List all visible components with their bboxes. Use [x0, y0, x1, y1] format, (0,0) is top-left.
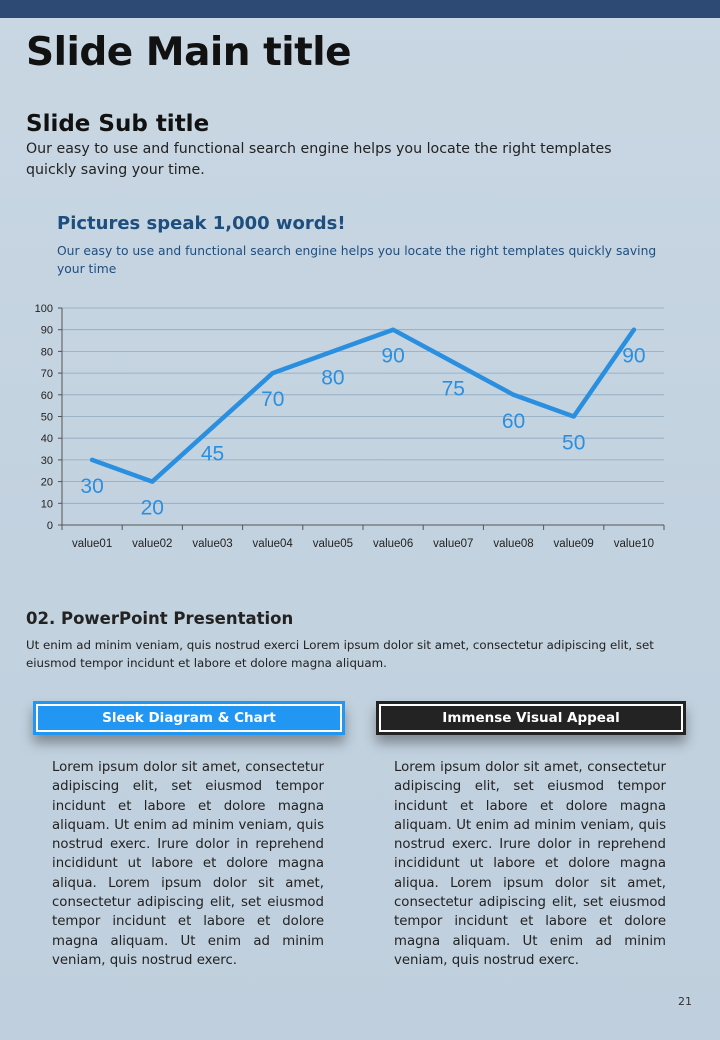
top-banner — [0, 0, 720, 18]
y-tick-label: 0 — [46, 520, 53, 532]
data-point — [90, 458, 94, 462]
x-tick-label: value10 — [613, 538, 655, 550]
data-point — [391, 328, 395, 332]
data-label: 80 — [321, 366, 345, 390]
right-column-text: Lorem ipsum dolor sit amet, consectetur adipiscing elit, set eiusmod tempor incidunt et labore et dolore magna aliquam. Ut enim ad minim veniam, quis nostrud exerc. Irure dolor in reprehend incididunt ut labore et dolore magna aliqua. Lorem ipsum dolor sit amet, consectetur adipiscing elit, set eiusmod tempor incidunt et labore et dolore magna aliquam. Ut enim ad minim veniam, quis nostrud exerc. — [394, 760, 666, 968]
series-line — [92, 330, 634, 482]
y-tick-label: 100 — [34, 303, 53, 315]
page-subtitle: Slide Sub title — [26, 111, 210, 137]
sleek-diagram-tag-label: Sleek Diagram & Chart — [36, 704, 342, 732]
chart-heading: Pictures speak 1,000 words! — [57, 213, 346, 234]
data-label: 45 — [200, 442, 225, 466]
data-label: 90 — [622, 344, 646, 368]
data-label: 60 — [501, 409, 526, 433]
x-tick-label: value06 — [372, 538, 414, 550]
x-tick-label: value03 — [192, 538, 233, 550]
x-tick-label: value08 — [493, 538, 534, 550]
x-tick-label: value01 — [71, 538, 113, 550]
x-tick-label: value04 — [252, 538, 293, 550]
visual-appeal-tag — [376, 701, 686, 735]
data-point — [451, 360, 455, 364]
visual-appeal-tag-label: Immense Visual Appeal — [379, 704, 683, 732]
data-label: 50 — [562, 431, 586, 455]
data-point — [150, 480, 154, 484]
data-label: 30 — [80, 474, 104, 498]
data-label: 70 — [261, 388, 285, 412]
y-tick-label: 60 — [40, 389, 53, 402]
sleek-diagram-tag — [33, 701, 345, 735]
y-tick-label: 40 — [40, 433, 53, 446]
y-tick-label: 70 — [40, 368, 53, 381]
y-tick-label: 30 — [40, 454, 53, 467]
page-number: 21 — [678, 995, 692, 1008]
y-tick-label: 90 — [40, 324, 53, 337]
line-chart — [0, 298, 720, 558]
data-label: 20 — [140, 496, 164, 520]
data-point — [572, 415, 576, 419]
section-heading: 02. PowerPoint Presentation — [26, 609, 294, 628]
x-tick-label: value07 — [433, 538, 474, 550]
y-tick-label: 10 — [40, 498, 53, 511]
data-point — [211, 425, 215, 429]
page-title: Slide Main title — [26, 30, 352, 75]
intro-text: Our easy to use and functional search engine helps you locate the right templates quickly saving your time. — [26, 141, 612, 178]
x-tick-label: value05 — [312, 538, 354, 550]
y-tick-label: 80 — [40, 346, 53, 359]
data-label: 90 — [381, 344, 405, 368]
data-point — [512, 393, 516, 397]
data-point — [331, 349, 335, 353]
section-text: Ut enim ad minim veniam, quis nostrud exerci Lorem ipsum dolor sit amet, consectetur adipiscing elit, set eiusmod tempor incidunt et labore et dolore magna aliquam. — [26, 638, 654, 670]
data-point — [632, 328, 636, 332]
chart-description: Our easy to use and functional search engine helps you locate the right templates quickly saving your time — [57, 244, 657, 276]
x-tick-label: value02 — [132, 538, 173, 550]
x-tick-label: value09 — [553, 538, 594, 550]
data-label: 75 — [441, 377, 465, 401]
y-tick-label: 50 — [40, 411, 53, 424]
left-column-text: Lorem ipsum dolor sit amet, consectetur adipiscing elit, set eiusmod tempor incidunt et labore et dolore magna aliquam. Ut enim ad minim veniam, quis nostrud exerc. Irure dolor in reprehend incididunt ut labore et dolore magna aliqua. Lorem ipsum dolor sit amet, consectetur adipiscing elit, set eiusmod tempor incidunt et labore et dolore magna aliquam. Ut enim ad minim veniam, quis nostrud exerc. — [52, 760, 324, 968]
y-tick-label: 20 — [40, 476, 53, 489]
data-point — [271, 371, 275, 375]
